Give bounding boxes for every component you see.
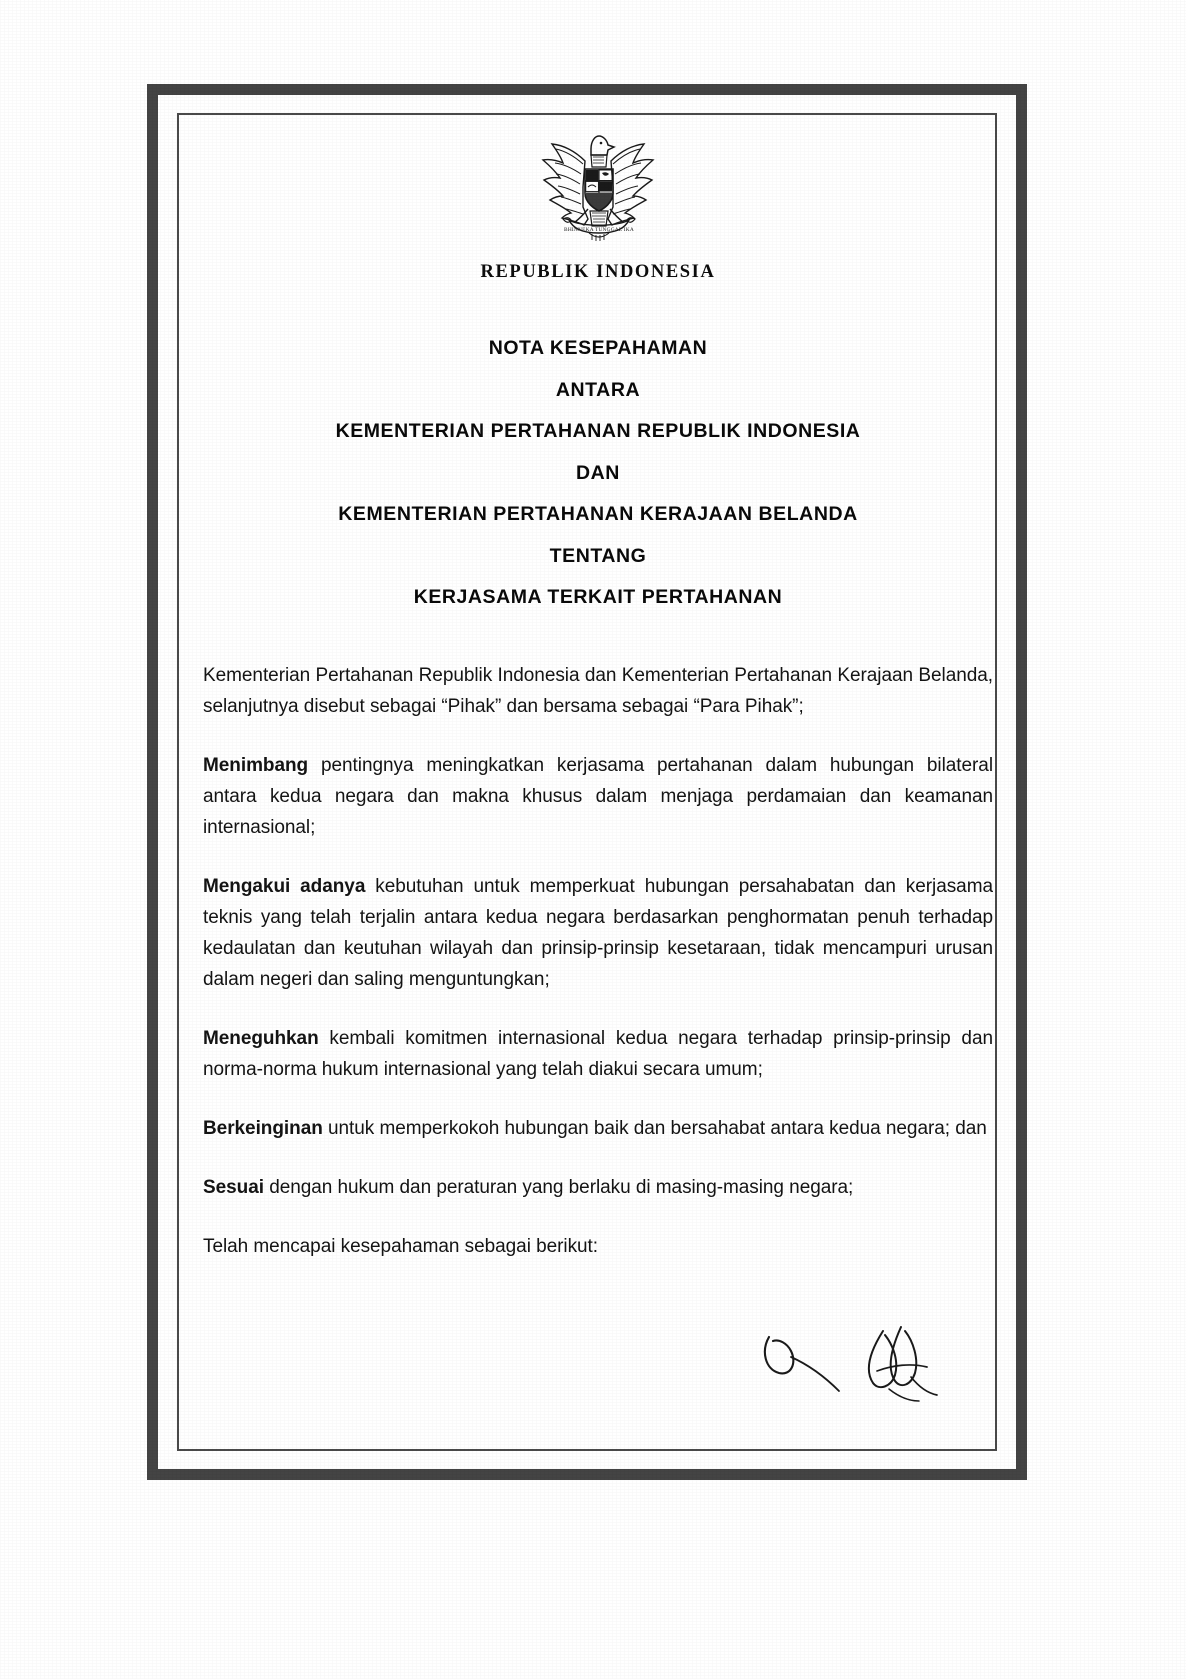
paragraph-lead-word: Meneguhkan: [203, 1027, 319, 1049]
paragraph-sesuai: [203, 1172, 993, 1203]
paragraph-text: Kementerian Pertahanan Republik Indonesia dan Kementerian Pertahanan Kerajaan Belanda, selanjutnya disebut sebagai “Pihak” dan bersama sebagai “Para Pihak”;: [203, 664, 993, 717]
paragraph-preamble: [203, 660, 993, 722]
title-line-antara: ANTARA: [555, 378, 641, 401]
republic-indonesia-caption: REPUBLIK INDONESIA: [480, 262, 716, 282]
paragraph-meneguhkan: [203, 1023, 993, 1085]
paragraph-lead-word: Mengakui adanya: [203, 875, 366, 897]
paragraph-lead-word: Berkeinginan: [203, 1117, 323, 1139]
paragraph-berkeinginan: [203, 1113, 993, 1144]
paragraph-text: Telah mencapai kesepahaman sebagai berikut:: [203, 1235, 598, 1257]
paragraph-text: untuk memperkokoh hubungan baik dan bersahabat antara kedua negara; dan: [322, 1117, 987, 1139]
title-line-dan: DAN: [576, 461, 620, 484]
document-body: [203, 660, 993, 1262]
paragraph-lead-word: Sesuai: [203, 1176, 264, 1198]
paragraph-mengakui-adanya: [203, 871, 993, 995]
emblem-block: [203, 117, 993, 283]
svg-text:BHINNEKA TUNGGAL IKA: BHINNEKA TUNGGAL IKA: [564, 227, 634, 233]
title-line-subject: KERJASAMA TERKAIT PERTAHANAN: [413, 586, 783, 608]
title-line-party-two: KEMENTERIAN PERTAHANAN KERAJAAN BELANDA: [338, 503, 858, 525]
paragraph-closing: [203, 1231, 993, 1262]
document-border-frame: [147, 84, 1027, 1480]
garuda-pancasila-emblem-icon: [533, 127, 663, 245]
paragraph-text: dengan hukum dan peraturan yang berlaku di masing-masing negara;: [263, 1176, 854, 1198]
paragraph-text: pentingnya meningkatkan kerjasama pertahanan dalam hubungan bilateral antara kedua negara dan makna khusus dalam menjaga perdamaian dan keamanan internasional;: [203, 754, 993, 838]
paragraph-lead-word: Menimbang: [203, 754, 309, 776]
handwritten-signature-marks: [751, 1305, 981, 1417]
document-title-block: [203, 339, 993, 608]
title-line-tentang: TENTANG: [549, 544, 647, 567]
title-line-nota-kesepahaman: NOTA KESEPAHAMAN: [488, 337, 708, 359]
paragraph-menimbang: [203, 750, 993, 843]
title-line-party-one: KEMENTERIAN PERTAHANAN REPUBLIK INDONESIA: [335, 420, 861, 442]
document-content: [203, 117, 993, 1417]
paragraph-text: kembali komitmen internasional kedua negara terhadap prinsip-prinsip dan norma-norma hukum internasional yang telah diakui secara umum;: [203, 1027, 993, 1080]
paragraph-text: kebutuhan untuk memperkuat hubungan persahabatan dan kerjasama teknis yang telah terjalin antara kedua negara berdasarkan penghormatan penuh terhadap kedaulatan dan keutuhan wilayah dan prinsip-prinsip kesetaraan, tidak mencampuri urusan dalam negeri dan saling menguntungkan;: [203, 875, 993, 990]
